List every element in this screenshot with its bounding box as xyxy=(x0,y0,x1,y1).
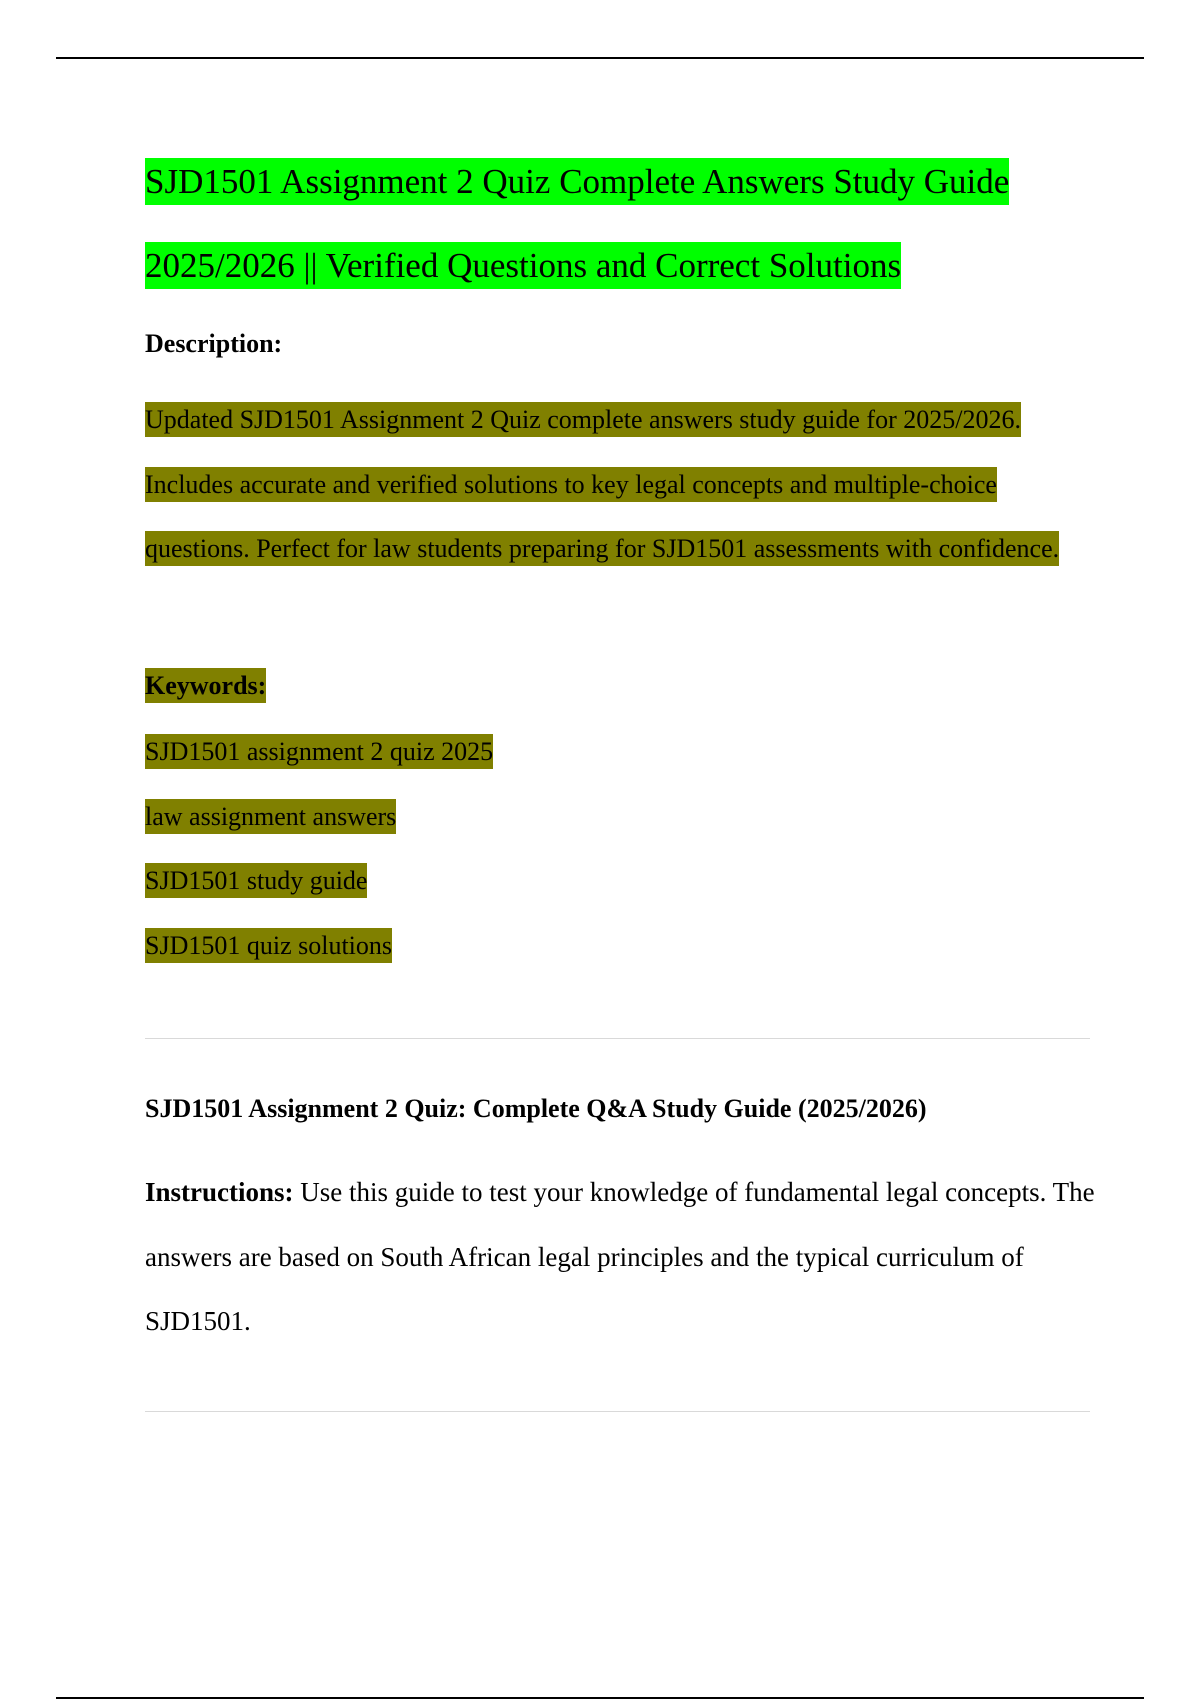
keyword-text: SJD1501 study guide xyxy=(145,863,367,898)
instructions-label: Instructions: xyxy=(145,1177,294,1207)
keyword-text: SJD1501 assignment 2 quiz 2025 xyxy=(145,734,493,769)
page-bottom-rule xyxy=(56,1697,1144,1699)
section-divider xyxy=(145,1411,1090,1412)
instructions-text: Use this guide to test your knowledge of fundamental legal concepts. The answers are based on South African legal principles and the typical curriculum of SJD1501. xyxy=(145,1177,1095,1336)
keyword-item xyxy=(145,865,367,897)
section-title: SJD1501 Assignment 2 Quiz: Complete Q&A Study Guide (2025/2026) xyxy=(145,1094,927,1123)
page-top-rule xyxy=(56,57,1144,59)
keyword-text: SJD1501 quiz solutions xyxy=(145,928,392,963)
description-text: Updated SJD1501 Assignment 2 Quiz complete answers study guide for 2025/2026. Includes accurate and verified solutions to key legal concepts and multiple-choice questions. Perfect for law students preparing for SJD1501 assessments with confidence. xyxy=(145,402,1059,566)
keywords-label xyxy=(145,671,266,701)
document-title xyxy=(145,140,1095,308)
document-title-text: SJD1501 Assignment 2 Quiz Complete Answers Study Guide 2025/2026 || Verified Questions and Correct Solutions xyxy=(145,158,1009,289)
description-paragraph xyxy=(145,388,1095,582)
keyword-item xyxy=(145,930,392,962)
keyword-item xyxy=(145,736,493,768)
keyword-text: law assignment answers xyxy=(145,799,396,834)
description-label: Description: xyxy=(145,329,283,358)
keywords-label-text: Keywords: xyxy=(145,668,266,703)
section-divider xyxy=(145,1038,1090,1039)
keyword-item xyxy=(145,801,396,833)
instructions-paragraph xyxy=(145,1160,1095,1354)
